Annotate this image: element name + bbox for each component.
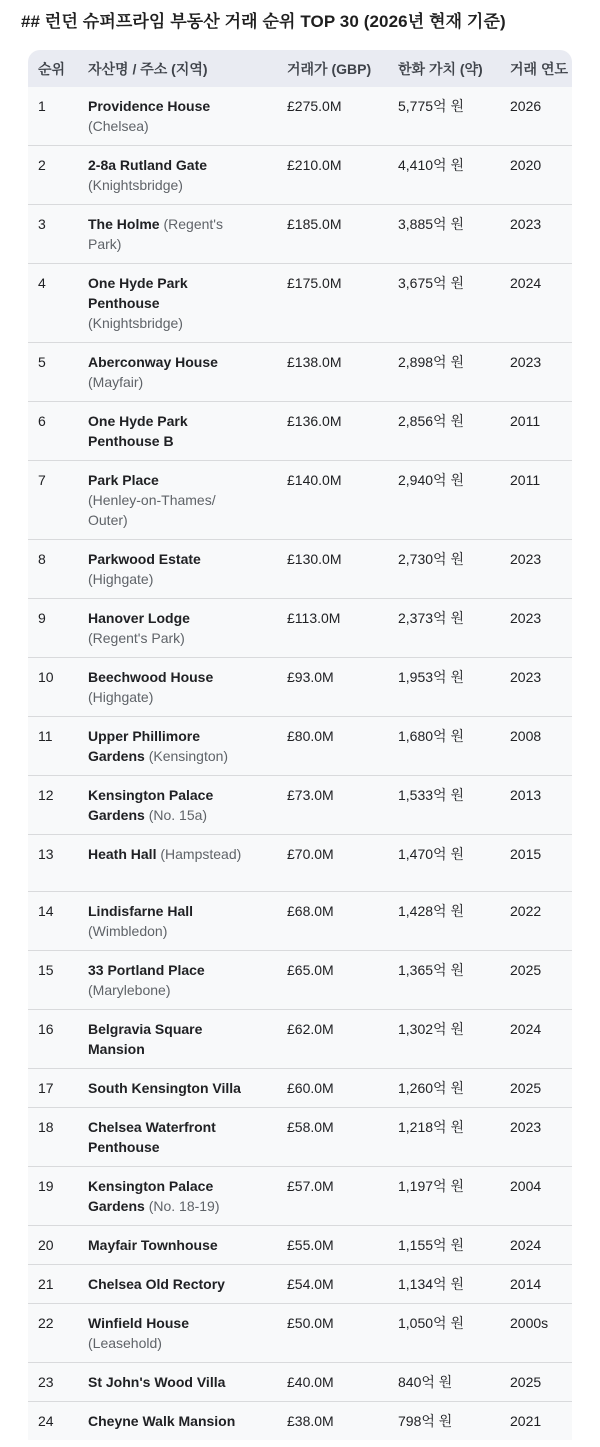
asset-cell [88, 1265, 287, 1304]
header-row [28, 50, 572, 87]
asset-location: (Hampstead) [160, 846, 242, 862]
year-cell: 2011 [510, 461, 572, 540]
price-cell: £38.0M [287, 1402, 398, 1441]
rank-cell: 23 [28, 1363, 88, 1402]
asset-name: One Hyde Park Penthouse B [88, 413, 188, 449]
year-cell: 2025 [510, 1069, 572, 1108]
asset-text [88, 411, 244, 451]
asset-text [88, 214, 244, 254]
price-cell: £55.0M [287, 1226, 398, 1265]
asset-name: Providence House [88, 98, 211, 114]
year-cell: 2023 [510, 599, 572, 658]
asset-name: Aberconway House [88, 354, 218, 370]
column-header-asset: 자산명 / 주소 (지역) [88, 50, 287, 87]
asset-text [88, 960, 244, 1000]
table-row [28, 951, 572, 1010]
year-cell: 2024 [510, 1226, 572, 1265]
table-row [28, 1010, 572, 1069]
rank-cell: 15 [28, 951, 88, 1010]
ranking-table [28, 50, 572, 1440]
krw-cell: 1,197억 원 [398, 1167, 510, 1226]
asset-name: 33 Portland Place [88, 962, 205, 978]
page [0, 11, 600, 1440]
table-row [28, 1265, 572, 1304]
rank-cell: 1 [28, 87, 88, 146]
krw-cell: 4,410억 원 [398, 146, 510, 205]
asset-name: St John's Wood Villa [88, 1374, 226, 1390]
asset-name: Belgravia Square Mansion [88, 1021, 203, 1057]
asset-text [88, 1235, 244, 1255]
asset-text [88, 549, 244, 589]
asset-location: (Regent's Park) [88, 630, 185, 646]
year-cell: 2021 [510, 1402, 572, 1441]
asset-cell [88, 1402, 287, 1441]
rank-cell: 7 [28, 461, 88, 540]
rank-cell: 24 [28, 1402, 88, 1441]
asset-text [88, 1313, 244, 1353]
asset-name: Beechwood House [88, 669, 214, 685]
asset-text [88, 726, 244, 766]
krw-cell: 1,050억 원 [398, 1304, 510, 1363]
year-cell: 2015 [510, 835, 572, 892]
year-cell: 2022 [510, 892, 572, 951]
rank-cell: 4 [28, 264, 88, 343]
asset-cell [88, 87, 287, 146]
rank-cell: 16 [28, 1010, 88, 1069]
rank-cell: 2 [28, 146, 88, 205]
table-row [28, 717, 572, 776]
asset-text [88, 844, 244, 864]
asset-cell [88, 1363, 287, 1402]
asset-cell [88, 1069, 287, 1108]
asset-location: (Mayfair) [88, 374, 144, 390]
price-cell: £54.0M [287, 1265, 398, 1304]
asset-text [88, 1019, 244, 1059]
year-cell: 2023 [510, 658, 572, 717]
asset-location: (Highgate) [88, 689, 154, 705]
year-cell: 2014 [510, 1265, 572, 1304]
table-row [28, 1226, 572, 1265]
rank-cell: 8 [28, 540, 88, 599]
asset-cell [88, 717, 287, 776]
asset-cell [88, 1304, 287, 1363]
asset-text [88, 155, 244, 195]
asset-cell [88, 658, 287, 717]
price-cell: £210.0M [287, 146, 398, 205]
rank-cell: 21 [28, 1265, 88, 1304]
asset-text [88, 273, 244, 333]
year-cell: 2025 [510, 1363, 572, 1402]
asset-name: Mayfair Townhouse [88, 1237, 218, 1253]
asset-cell [88, 951, 287, 1010]
asset-location: (Wimbledon) [88, 923, 168, 939]
asset-text [88, 470, 244, 530]
asset-name: Kensington Palace Gardens [88, 787, 214, 823]
asset-name: Kensington Palace Gardens [88, 1178, 214, 1214]
year-cell: 2023 [510, 540, 572, 599]
table-row [28, 87, 572, 146]
krw-cell: 2,898억 원 [398, 343, 510, 402]
table-row [28, 1167, 572, 1226]
asset-name: 2-8a Rutland Gate [88, 157, 208, 173]
asset-text [88, 785, 244, 825]
krw-cell: 1,365억 원 [398, 951, 510, 1010]
price-cell: £68.0M [287, 892, 398, 951]
asset-name: Chelsea Waterfront Penthouse [88, 1119, 216, 1155]
table-row [28, 461, 572, 540]
year-cell: 2020 [510, 146, 572, 205]
asset-name: Winfield House [88, 1315, 189, 1331]
asset-cell [88, 1108, 287, 1167]
price-cell: £70.0M [287, 835, 398, 892]
price-cell: £175.0M [287, 264, 398, 343]
price-cell: £185.0M [287, 205, 398, 264]
year-cell: 2004 [510, 1167, 572, 1226]
asset-text [88, 1274, 244, 1294]
rank-cell: 9 [28, 599, 88, 658]
rank-cell: 5 [28, 343, 88, 402]
table-row [28, 599, 572, 658]
year-cell: 2023 [510, 343, 572, 402]
price-cell: £130.0M [287, 540, 398, 599]
rank-cell: 11 [28, 717, 88, 776]
year-cell: 2023 [510, 205, 572, 264]
asset-cell [88, 892, 287, 951]
price-cell: £275.0M [287, 87, 398, 146]
krw-cell: 5,775억 원 [398, 87, 510, 146]
year-cell: 2025 [510, 951, 572, 1010]
year-cell: 2024 [510, 264, 572, 343]
krw-cell: 1,260억 원 [398, 1069, 510, 1108]
asset-cell [88, 1226, 287, 1265]
asset-location: (No. 18-19) [148, 1198, 220, 1214]
krw-cell: 1,218억 원 [398, 1108, 510, 1167]
table-row [28, 146, 572, 205]
asset-text [88, 1176, 244, 1216]
year-cell: 2024 [510, 1010, 572, 1069]
price-cell: £57.0M [287, 1167, 398, 1226]
table-row [28, 264, 572, 343]
asset-cell [88, 205, 287, 264]
table-row [28, 1402, 572, 1441]
table-row [28, 658, 572, 717]
krw-cell: 2,730억 원 [398, 540, 510, 599]
column-header-price: 거래가 (GBP) [287, 50, 398, 87]
asset-text [88, 352, 244, 392]
asset-name: Upper Phillimore Gardens [88, 728, 201, 764]
asset-cell [88, 1010, 287, 1069]
asset-name: The Holme [88, 216, 160, 232]
rank-cell: 20 [28, 1226, 88, 1265]
column-header-year: 거래 연도 [510, 50, 572, 87]
asset-name: South Kensington Villa [88, 1080, 241, 1096]
asset-location: (Henley‑on‑Thames/ Outer) [88, 492, 216, 528]
asset-location: (No. 15a) [148, 807, 208, 823]
krw-cell: 2,373억 원 [398, 599, 510, 658]
year-cell: 2011 [510, 402, 572, 461]
asset-text [88, 667, 244, 707]
table-header [28, 50, 572, 87]
page-title: ## 런던 슈퍼프라임 부동산 거래 순위 TOP 30 (2026년 현재 기준) [21, 12, 506, 31]
asset-text [88, 96, 244, 136]
krw-cell: 798억 원 [398, 1402, 510, 1441]
asset-cell [88, 1167, 287, 1226]
rank-cell: 22 [28, 1304, 88, 1363]
price-cell: £138.0M [287, 343, 398, 402]
rank-cell: 18 [28, 1108, 88, 1167]
asset-name: One Hyde Park Penthouse [88, 275, 188, 311]
price-cell: £136.0M [287, 402, 398, 461]
krw-cell: 1,680억 원 [398, 717, 510, 776]
rank-cell: 10 [28, 658, 88, 717]
asset-location: (Chelsea) [88, 118, 149, 134]
price-cell: £62.0M [287, 1010, 398, 1069]
table-row [28, 343, 572, 402]
price-cell: £58.0M [287, 1108, 398, 1167]
asset-text [88, 1372, 244, 1392]
price-cell: £140.0M [287, 461, 398, 540]
asset-cell [88, 461, 287, 540]
ranking-table-container [28, 50, 572, 1440]
price-cell: £93.0M [287, 658, 398, 717]
table-row [28, 205, 572, 264]
column-header-krw: 한화 가치 (약) [398, 50, 510, 87]
year-cell: 2013 [510, 776, 572, 835]
price-cell: £60.0M [287, 1069, 398, 1108]
table-row [28, 1108, 572, 1167]
table-body [28, 87, 572, 1440]
price-cell: £113.0M [287, 599, 398, 658]
krw-cell: 1,953억 원 [398, 658, 510, 717]
price-cell: £65.0M [287, 951, 398, 1010]
asset-text [88, 608, 244, 648]
year-cell: 2008 [510, 717, 572, 776]
year-cell: 2026 [510, 87, 572, 146]
asset-name: Cheyne Walk Mansion [88, 1413, 236, 1429]
asset-name: Heath Hall [88, 846, 157, 862]
price-cell: £40.0M [287, 1363, 398, 1402]
rank-cell: 14 [28, 892, 88, 951]
krw-cell: 1,470억 원 [398, 835, 510, 892]
krw-cell: 1,134억 원 [398, 1265, 510, 1304]
table-row [28, 892, 572, 951]
table-row [28, 1363, 572, 1402]
rank-cell: 12 [28, 776, 88, 835]
krw-cell: 2,940억 원 [398, 461, 510, 540]
asset-location: (Marylebone) [88, 982, 171, 998]
table-row [28, 540, 572, 599]
table-row [28, 402, 572, 461]
price-cell: £50.0M [287, 1304, 398, 1363]
krw-cell: 1,428억 원 [398, 892, 510, 951]
asset-cell [88, 343, 287, 402]
asset-name: Chelsea Old Rectory [88, 1276, 225, 1292]
asset-location: (Regent's Park) [88, 216, 223, 252]
rank-cell: 19 [28, 1167, 88, 1226]
asset-name: Park Place [88, 472, 159, 488]
krw-cell: 840억 원 [398, 1363, 510, 1402]
table-row [28, 1304, 572, 1363]
asset-name: Hanover Lodge [88, 610, 190, 626]
table-row [28, 1069, 572, 1108]
table-row [28, 776, 572, 835]
asset-text [88, 901, 244, 941]
krw-cell: 3,885억 원 [398, 205, 510, 264]
asset-text [88, 1411, 244, 1431]
column-header-rank: 순위 [28, 50, 88, 87]
table-row [28, 835, 572, 892]
asset-name: Lindisfarne Hall [88, 903, 194, 919]
krw-cell: 1,533억 원 [398, 776, 510, 835]
krw-cell: 3,675억 원 [398, 264, 510, 343]
asset-location: (Knightsbridge) [88, 177, 183, 193]
year-cell: 2000s [510, 1304, 572, 1363]
asset-location: (Knightsbridge) [88, 315, 183, 331]
asset-cell [88, 402, 287, 461]
krw-cell: 1,155억 원 [398, 1226, 510, 1265]
asset-cell [88, 776, 287, 835]
asset-location: (Kensington) [148, 748, 229, 764]
price-cell: £80.0M [287, 717, 398, 776]
rank-cell: 6 [28, 402, 88, 461]
asset-cell [88, 835, 287, 892]
krw-cell: 2,856억 원 [398, 402, 510, 461]
rank-cell: 3 [28, 205, 88, 264]
asset-location: (Leasehold) [88, 1335, 162, 1351]
asset-name: Parkwood Estate [88, 551, 201, 567]
asset-cell [88, 146, 287, 205]
rank-cell: 17 [28, 1069, 88, 1108]
price-cell: £73.0M [287, 776, 398, 835]
asset-cell [88, 264, 287, 343]
asset-text [88, 1078, 244, 1098]
asset-cell [88, 540, 287, 599]
year-cell: 2023 [510, 1108, 572, 1167]
asset-cell [88, 599, 287, 658]
asset-location: (Highgate) [88, 571, 154, 587]
krw-cell: 1,302억 원 [398, 1010, 510, 1069]
rank-cell: 13 [28, 835, 88, 892]
asset-text [88, 1117, 244, 1157]
